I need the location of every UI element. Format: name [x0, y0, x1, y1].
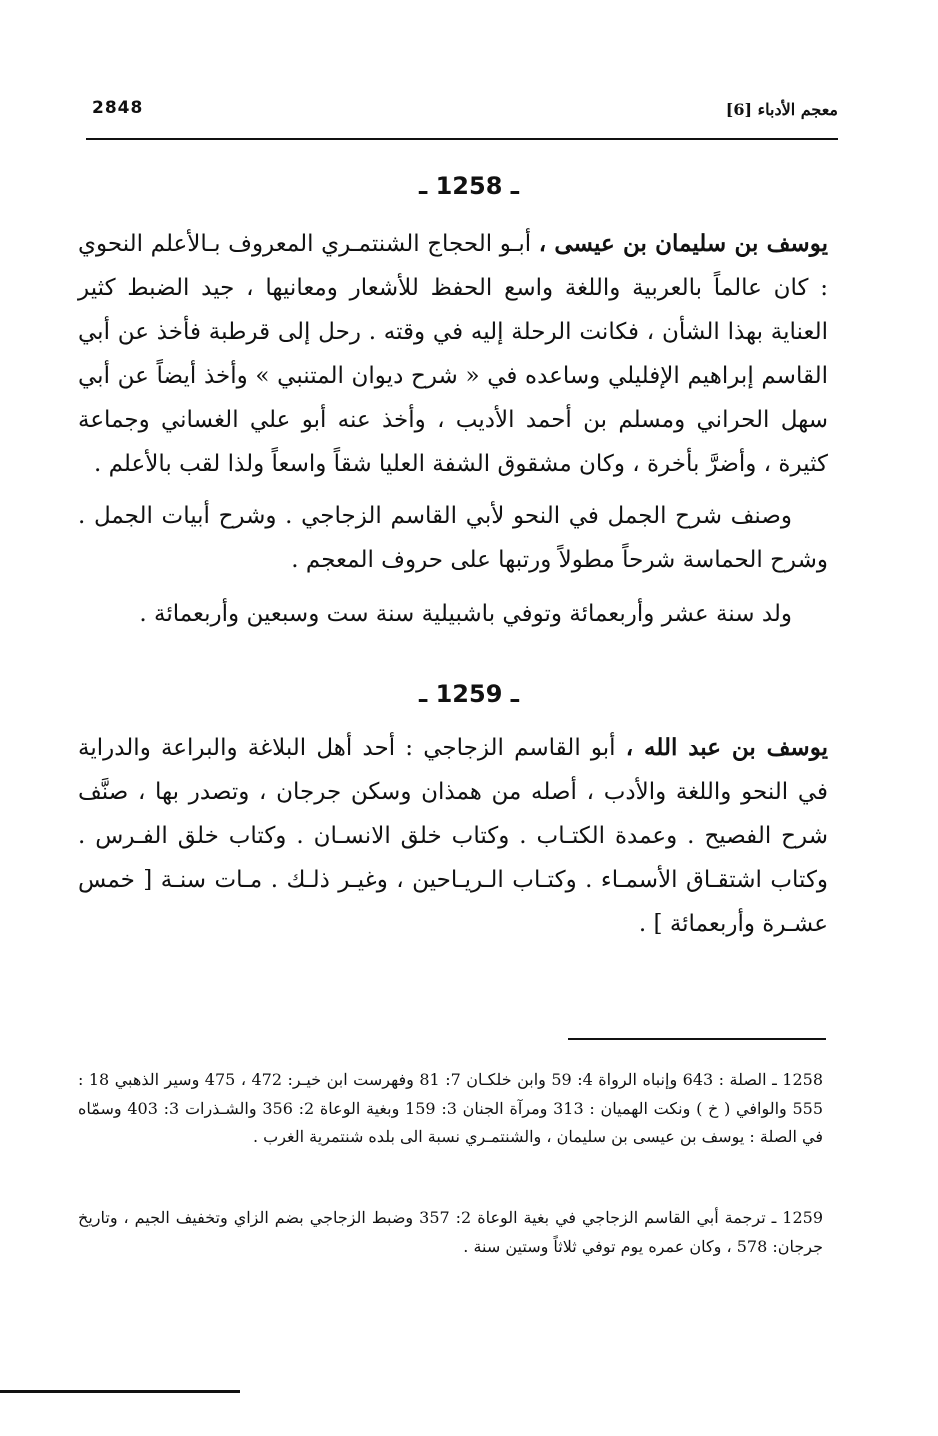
entry-1258-works: وصنف شرح الجمل في النحو لأبي القاسم الزجاجي . وشرح أبيات الجمل . وشرح الحماسة شرحاً مطولاً ورتبها على حروف المعجم .: [78, 503, 828, 573]
entry-1258-name: يوسف بن سليمان بن عيسى ،: [538, 230, 828, 257]
entry-1259-bio: [78, 726, 828, 946]
entry-number-1258: ـ 1258 ـ: [419, 172, 519, 200]
entry-1259-bio-text: أبو القاسم الزجاجي : أحد أهل البلاغة والبراعة والدراية في النحو واللغة والأدب ، أصله من همذان وسكن جرجان ، وتصدر بها ، صنَّف شرح الفصيح . وعمدة الكتـاب . وكتاب خلق الانسـان . وكتاب خلق الفـرس . وكتاب اشتقـاق الأسمـاء . وكتـاب الـريـاحين ، وغيـر ذلـك . مـات سنـة [ خمس عشـرة وأربعمائة ] .: [78, 735, 828, 937]
entry-1258-bio-text: أبـو الحجاج الشنتمـري المعروف بـالأعلم النحوي : كان عالماً بالعربية واللغة واسع الحفظ للأشعار ومعانيها ، جيد الضبط كثير العناية بهذا الشأن ، فكانت الرحلة إليه في وقته . رحل إلى قرطبة فأخذ عن أبي القاسم إبراهيم الإفليلي وساعده في « شرح ديوان المتنبي » وأخذ أيضاً عن أبي سهل الحراني ومسلم بن أحمد الأديب ، وأخذ عنه أبو علي الغساني وجماعة كثيرة ، وأضرَّ بأخرة ، وكان مشقوق الشفة العليا شقاً واسعاً ولذا لقب بالأعلم .: [78, 231, 828, 477]
page-number: 2848: [92, 98, 144, 118]
footnote-rule: [568, 1038, 826, 1040]
bottom-rule: [0, 1390, 240, 1393]
entry-number-1259: ـ 1259 ـ: [419, 680, 519, 708]
page-header: [86, 98, 838, 138]
header-rule: [86, 138, 838, 140]
entry-1258-dates: ولد سنة عشر وأربعمائة وتوفي باشبيلية سنة ست وسبعين وأربعمائة .: [139, 601, 792, 627]
footnote-1258: 1258 ـ الصلة : 643 وإنباه الرواة 4: 59 وابن خلكـان 7: 81 وفهرست ابن خيـر: 472 ، 475 وسير الذهبي 18 : 555 والوافي ( خ ) ونكت الهميان : 313 ومرآة الجنان 3: 159 وبغية الوعاة 2: 356 والشـذرات 3: 403 وسمّاه في الصلة : يوسف بن عيسى بن سليمان ، والشنتمـري نسبة الى بلده شنتمرية الغرب .: [78, 1070, 824, 1146]
footnote-1259: 1259 ـ ترجمة أبي القاسم الزجاجي في بغية الوعاة 2: 357 وضبط الزجاجي بضم الزاي وتخفيف الجيم ، وتاريخ جرجان: 578 ، وكان عمره يوم توفي ثلاثاً وستين سنة .: [78, 1208, 823, 1256]
entry-1258-bio: [78, 222, 828, 486]
entry-1259-name: يوسف بن عبد الله ،: [625, 734, 828, 761]
running-title: معجم الأدباء [6]: [725, 100, 838, 119]
